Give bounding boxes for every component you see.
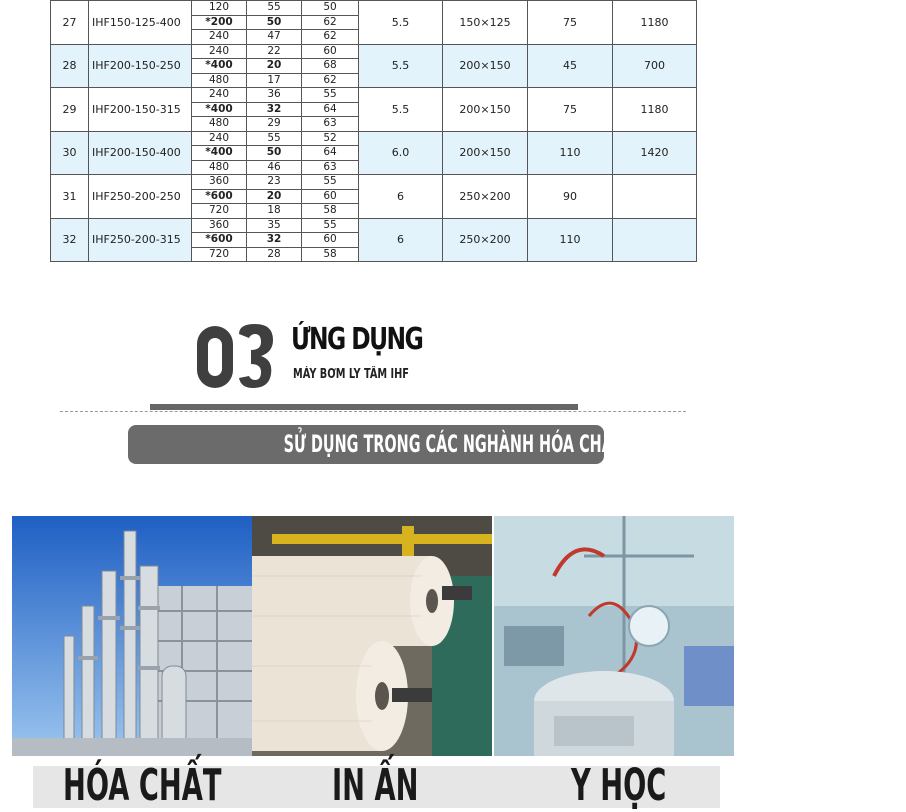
medical-lab-image	[494, 516, 734, 756]
table-cell: 68	[302, 59, 359, 74]
table-cell: 1180	[613, 88, 697, 132]
table-cell: 360	[192, 218, 247, 233]
table-cell: 240	[192, 44, 247, 59]
table-cell: 17	[247, 73, 302, 88]
table-row	[51, 44, 697, 59]
section-header	[195, 318, 455, 398]
table-cell: 5.5	[359, 44, 443, 88]
caption-hoa-chat: HÓA CHẤT	[63, 760, 222, 811]
table-cell: IHF200-150-250	[89, 44, 192, 88]
table-row	[51, 131, 697, 146]
table-cell: *600	[192, 189, 247, 204]
table-cell: IHF250-200-315	[89, 218, 192, 262]
table-cell: 55	[302, 88, 359, 103]
table-cell: 36	[247, 88, 302, 103]
table-cell: 200×150	[443, 44, 528, 88]
table-cell: 50	[247, 146, 302, 161]
table-row	[51, 218, 697, 233]
usage-banner	[128, 425, 751, 464]
section-number-graphic	[195, 320, 275, 392]
table-cell: 55	[247, 131, 302, 146]
table-cell: 1420	[613, 131, 697, 175]
table-cell: *400	[192, 59, 247, 74]
spec-table-body	[51, 1, 697, 262]
table-cell: 240	[192, 30, 247, 45]
table-cell: 50	[247, 15, 302, 30]
table-cell: 90	[528, 175, 613, 219]
table-cell: 1180	[613, 1, 697, 45]
table-cell: 75	[528, 88, 613, 132]
spec-table-container	[50, 0, 696, 258]
table-cell: *600	[192, 233, 247, 248]
table-cell: 63	[302, 117, 359, 132]
table-cell: 75	[528, 1, 613, 45]
dashed-divider	[60, 411, 686, 412]
table-cell: 240	[192, 131, 247, 146]
table-cell: 110	[528, 218, 613, 262]
table-cell: 200×150	[443, 88, 528, 132]
table-cell: 35	[247, 218, 302, 233]
table-cell: *400	[192, 102, 247, 117]
table-cell: 52	[302, 131, 359, 146]
table-cell: 62	[302, 30, 359, 45]
table-cell: IHF150-125-400	[89, 1, 192, 45]
table-cell: 6	[359, 175, 443, 219]
table-cell: 240	[192, 88, 247, 103]
table-cell: 480	[192, 160, 247, 175]
table-cell: 18	[247, 204, 302, 219]
table-cell: 29	[51, 88, 89, 132]
table-cell: 28	[247, 247, 302, 262]
table-cell: 29	[247, 117, 302, 132]
table-cell: 64	[302, 102, 359, 117]
table-cell: 60	[302, 189, 359, 204]
table-cell: 55	[302, 175, 359, 190]
table-cell: 27	[51, 1, 89, 45]
table-cell: 250×200	[443, 218, 528, 262]
table-cell: 22	[247, 44, 302, 59]
table-cell: 47	[247, 30, 302, 45]
table-cell: 5.5	[359, 88, 443, 132]
table-cell: 31	[51, 175, 89, 219]
table-cell: *200	[192, 15, 247, 30]
table-cell: 30	[51, 131, 89, 175]
table-cell: 6	[359, 218, 443, 262]
table-cell: IHF200-150-315	[89, 88, 192, 132]
table-cell: 50	[302, 1, 359, 16]
table-cell: IHF250-200-250	[89, 175, 192, 219]
table-cell: 720	[192, 247, 247, 262]
table-cell: 62	[302, 73, 359, 88]
table-cell: 62	[302, 15, 359, 30]
table-cell: 60	[302, 44, 359, 59]
usage-banner-text: SỬ DỤNG TRONG CÁC NGHÀNH HÓA CHẤT, XI MẠ ĐIỆN, IN	[283, 430, 751, 458]
table-cell: 20	[247, 189, 302, 204]
table-cell: 45	[528, 44, 613, 88]
table-cell	[613, 175, 697, 219]
table-cell: 60	[302, 233, 359, 248]
table-cell: 5.5	[359, 1, 443, 45]
caption-in-an: IN ẤN	[332, 760, 419, 811]
section-title: ỨNG DỤNG	[291, 322, 423, 357]
table-cell: 32	[247, 102, 302, 117]
table-cell: 700	[613, 44, 697, 88]
table-row	[51, 88, 697, 103]
table-cell: 32	[247, 233, 302, 248]
table-cell: IHF200-150-400	[89, 131, 192, 175]
table-cell: 480	[192, 73, 247, 88]
section-subtitle: MÁY BƠM LY TÂM IHF	[293, 367, 409, 382]
table-cell: 120	[192, 1, 247, 16]
divider-bar	[150, 404, 578, 410]
table-cell: 250×200	[443, 175, 528, 219]
table-cell: 6.0	[359, 131, 443, 175]
spec-table	[50, 0, 697, 262]
table-cell: 20	[247, 59, 302, 74]
table-cell: 23	[247, 175, 302, 190]
table-cell: 32	[51, 218, 89, 262]
table-cell: 480	[192, 117, 247, 132]
table-cell: 28	[51, 44, 89, 88]
chemical-plant-image	[12, 516, 252, 756]
table-cell: 720	[192, 204, 247, 219]
table-row	[51, 175, 697, 190]
table-cell: 110	[528, 131, 613, 175]
table-cell: 63	[302, 160, 359, 175]
table-cell: 58	[302, 247, 359, 262]
table-cell: 46	[247, 160, 302, 175]
table-cell: 64	[302, 146, 359, 161]
caption-y-hoc: Y HỌC	[571, 760, 667, 811]
paper-rolls-image	[252, 516, 492, 756]
table-cell: 200×150	[443, 131, 528, 175]
table-cell	[613, 218, 697, 262]
table-cell: 55	[247, 1, 302, 16]
table-cell: *400	[192, 146, 247, 161]
table-cell: 150×125	[443, 1, 528, 45]
table-row	[51, 1, 697, 16]
table-cell: 55	[302, 218, 359, 233]
table-cell: 360	[192, 175, 247, 190]
table-cell: 58	[302, 204, 359, 219]
